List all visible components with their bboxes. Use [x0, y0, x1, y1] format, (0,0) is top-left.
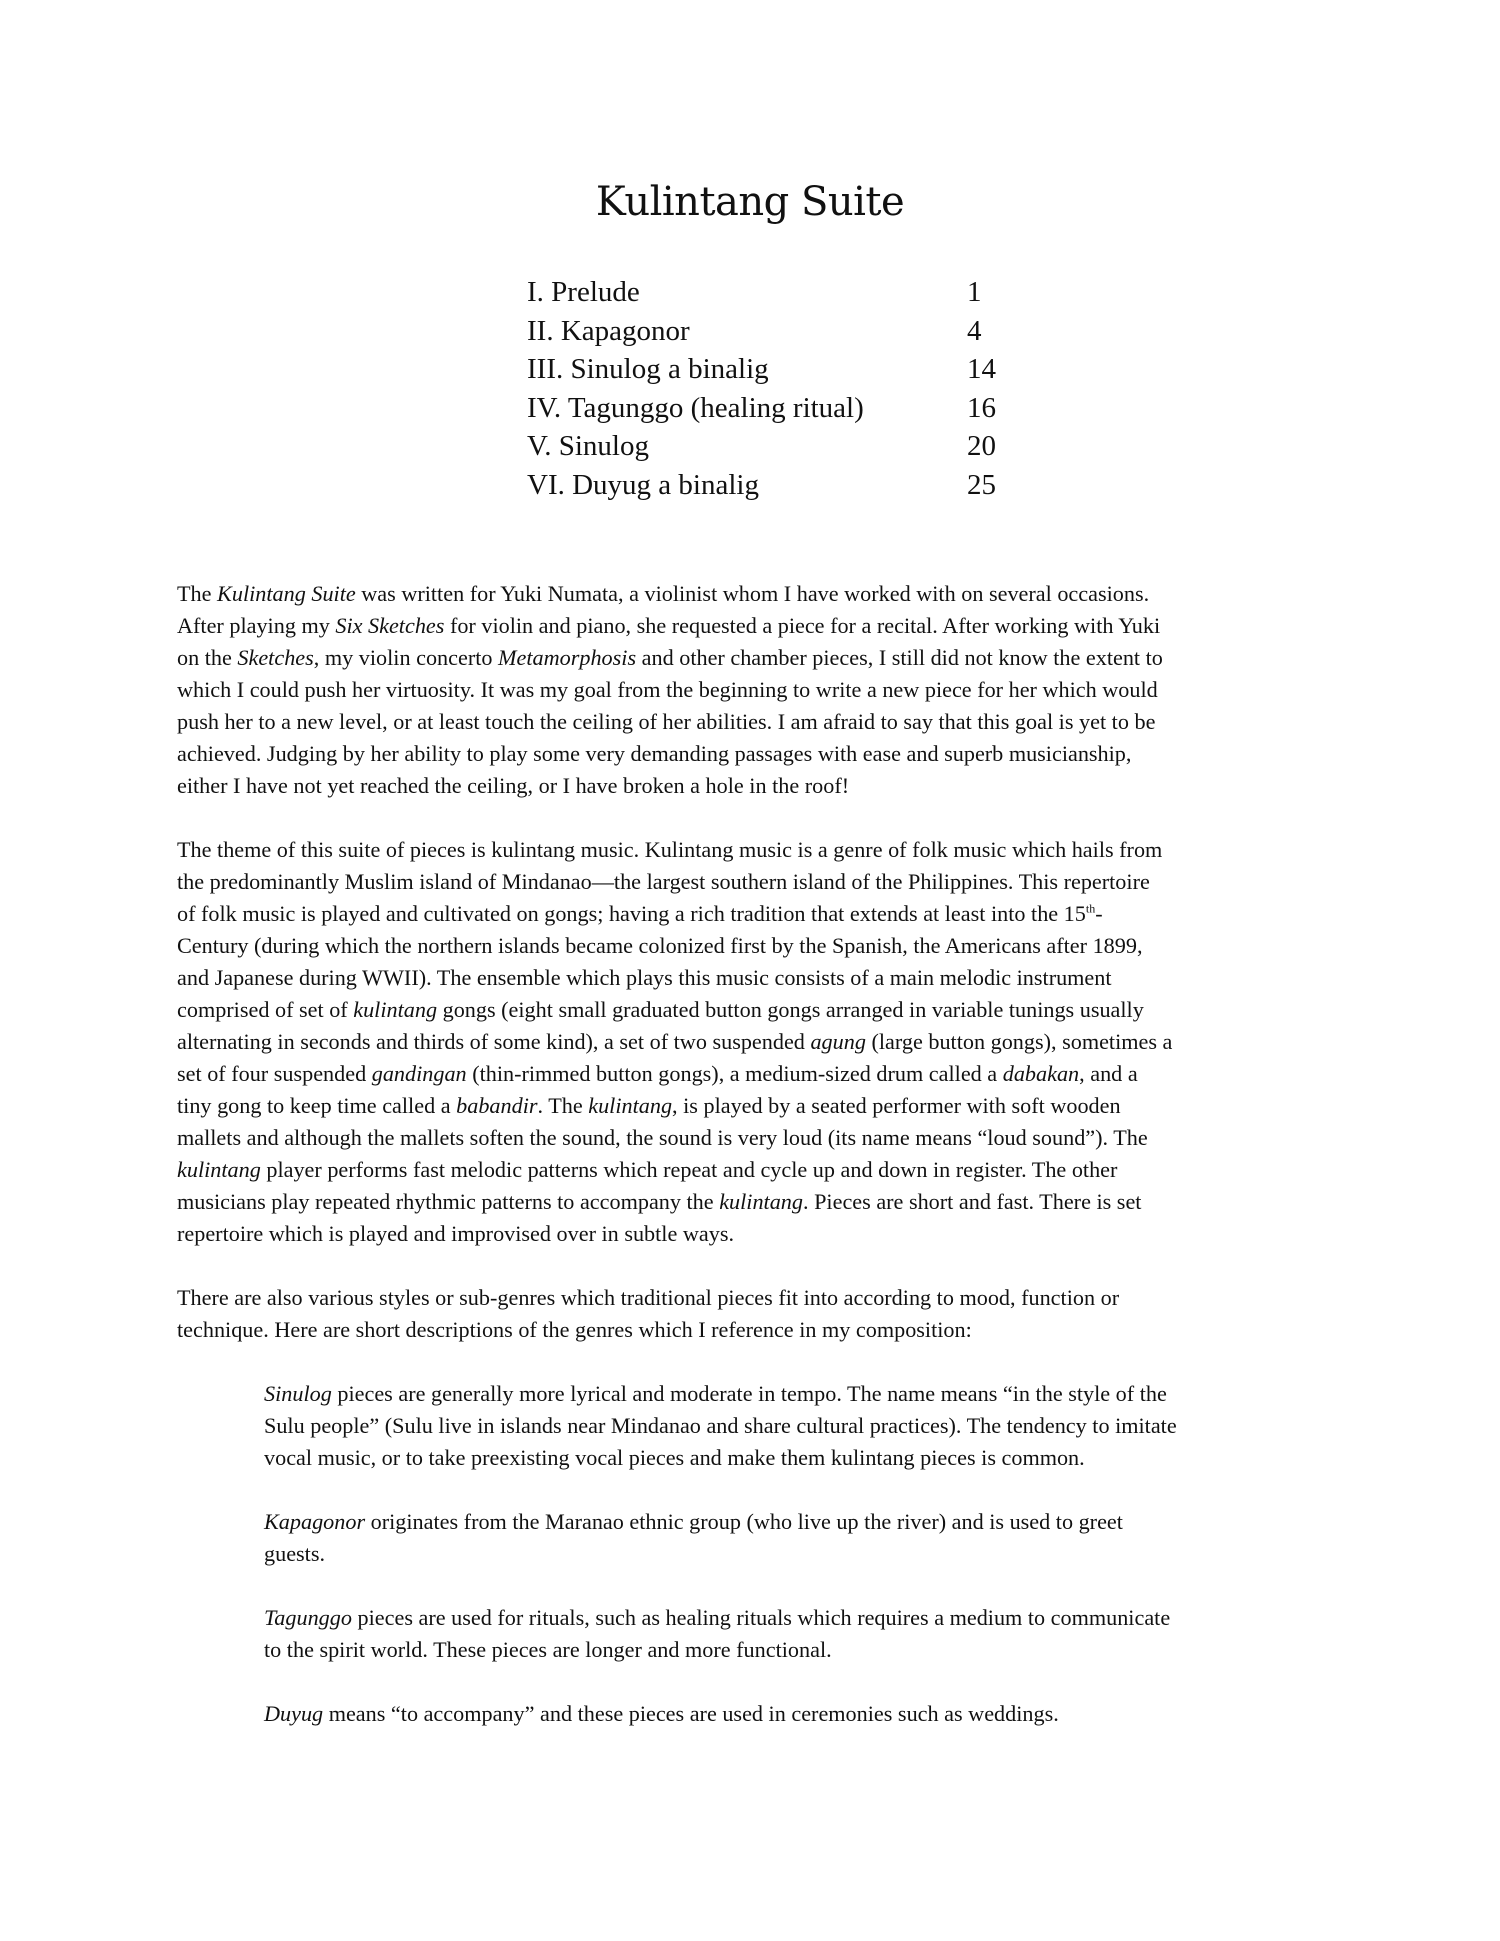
text-line: guests. — [264, 1541, 326, 1566]
toc-entry-page: 4 — [967, 314, 982, 347]
superscript: th — [1085, 901, 1096, 916]
italic-term: Sketches — [237, 645, 314, 670]
italic-term: agung — [810, 1029, 866, 1054]
text-line: The Kulintang Suite was written for Yuki Numata, a violinist whom I have worked with on several occasions. — [177, 581, 1150, 606]
italic-term: Kapagonor — [264, 1509, 366, 1534]
italic-term: Duyug — [264, 1701, 324, 1726]
text-line: comprised of set of kulintang gongs (eight small graduated button gongs arranged in variable tunings usually — [177, 997, 1144, 1022]
italic-term: Metamorphosis — [498, 645, 637, 670]
toc-entry-label: IV. Tagunggo (healing ritual) — [527, 391, 864, 424]
text-line: which I could push her virtuosity. It was my goal from the beginning to write a new piece for her which would — [177, 677, 1158, 702]
text-line: on the Sketches, my violin concerto Metamorphosis and other chamber pieces, I still did not know the extent to — [177, 645, 1163, 670]
genre-kapagonor-description — [264, 1506, 1334, 1570]
toc-entry-label: V. Sinulog — [527, 430, 649, 462]
toc-entry — [527, 273, 1007, 312]
text-line: either I have not yet reached the ceiling, or I have broken a hole in the roof! — [177, 773, 850, 798]
text-line: of folk music is played and cultivated on gongs; having a rich tradition that extends at least into the 15th- — [177, 901, 1103, 926]
genre-tagunggo-description — [264, 1602, 1334, 1666]
text-line: Tagunggo pieces are used for rituals, such as healing rituals which requires a medium to communicate — [264, 1605, 1171, 1630]
text-line: set of four suspended gandingan (thin-rimmed button gongs), a medium-sized drum called a dabakan, and a — [177, 1061, 1138, 1086]
text-line: to the spirit world. These pieces are longer and more functional. — [264, 1637, 832, 1662]
page-title: Kulintang Suite — [595, 179, 905, 225]
italic-term: gandingan — [371, 1061, 467, 1086]
text-line: technique. Here are short descriptions of the genres which I reference in my composition: — [177, 1317, 972, 1342]
toc-entry-page: 20 — [967, 430, 996, 462]
italic-term: kulintang — [353, 997, 438, 1022]
text-line: the predominantly Muslim island of Mindanao—the largest southern island of the Philippines. This repertoire — [177, 869, 1150, 894]
toc-entry — [527, 312, 1007, 351]
text-line: Duyug means “to accompany” and these pieces are used in ceremonies such as weddings. — [264, 1701, 1059, 1726]
text-line: push her to a new level, or at least touch the ceiling of her abilities. I am afraid to say that this goal is yet to be — [177, 709, 1156, 734]
toc-entry-page: 16 — [967, 391, 996, 424]
text-line: Century (during which the northern islands became colonized first by the Spanish, the Americans after 1899, — [177, 933, 1143, 958]
table-of-contents — [527, 273, 1007, 504]
text-line: achieved. Judging by her ability to play some very demanding passages with ease and superb musicianship, — [177, 741, 1132, 766]
italic-term: Kulintang Suite — [217, 581, 356, 606]
text-line: There are also various styles or sub-genres which traditional pieces fit into according to mood, function or — [177, 1285, 1120, 1310]
genre-duyug-description — [264, 1698, 1334, 1730]
text-line: musicians play repeated rhythmic patterns to accompany the kulintang. Pieces are short and fast. There is set — [177, 1189, 1142, 1214]
toc-entry-label: II. Kapagonor — [527, 314, 690, 347]
text-line: repertoire which is played and improvised over in subtle ways. — [177, 1221, 735, 1246]
text-line: After playing my Six Sketches for violin and piano, she requested a piece for a recital. After working with Yuki — [177, 613, 1161, 638]
text-line: tiny gong to keep time called a babandir. The kulintang, is played by a seated performer with soft wooden — [177, 1093, 1121, 1118]
text-line: Sinulog pieces are generally more lyrical and moderate in tempo. The name means “in the style of the — [264, 1381, 1167, 1406]
toc-entry-page: 14 — [967, 353, 996, 385]
toc-entry — [527, 427, 1007, 466]
italic-term: kulintang — [719, 1189, 803, 1214]
toc-entry — [527, 389, 1007, 428]
toc-entry-label: VI. Duyug a binalig — [527, 468, 759, 501]
text-line: mallets and although the mallets soften the sound, the sound is very loud (its name means “loud sound”). The — [177, 1125, 1148, 1150]
italic-term: babandir — [456, 1093, 538, 1118]
italic-term: dabakan — [1002, 1061, 1080, 1086]
italic-term: kulintang — [588, 1093, 673, 1118]
text-line: The theme of this suite of pieces is kulintang music. Kulintang music is a genre of folk music which hails from — [177, 837, 1163, 862]
toc-entry-label: I. Prelude — [527, 276, 640, 308]
toc-entry — [527, 350, 1007, 389]
toc-entry-page: 1 — [967, 276, 982, 308]
text-line: kulintang player performs fast melodic patterns which repeat and cycle up and down in register. The other — [177, 1157, 1118, 1182]
toc-entry-label: III. Sinulog a binalig — [527, 353, 769, 385]
paragraph-introduction — [177, 578, 1337, 802]
genre-sinulog-description — [264, 1378, 1334, 1474]
italic-term: kulintang — [177, 1157, 261, 1182]
text-line: alternating in seconds and thirds of some kind), a set of two suspended agung (large button gongs), sometimes a — [177, 1029, 1173, 1054]
text-line: Kapagonor originates from the Maranao ethnic group (who live up the river) and is used to greet — [264, 1509, 1123, 1534]
text-line: and Japanese during WWII). The ensemble which plays this music consists of a main melodic instrument — [177, 965, 1112, 990]
text-line: Sulu people” (Sulu live in islands near Mindanao and share cultural practices). The tendency to imitate — [264, 1413, 1177, 1438]
italic-term: Six Sketches — [335, 613, 445, 638]
italic-term: Tagunggo — [264, 1605, 352, 1630]
text-line: vocal music, or to take preexisting vocal pieces and make them kulintang pieces is common. — [264, 1445, 1085, 1470]
toc-entry-page: 25 — [967, 468, 996, 501]
paragraph-theme — [177, 834, 1337, 1250]
toc-entry — [527, 466, 1007, 505]
paragraph-genres-intro — [177, 1282, 1337, 1346]
italic-term: Sinulog — [264, 1381, 332, 1406]
